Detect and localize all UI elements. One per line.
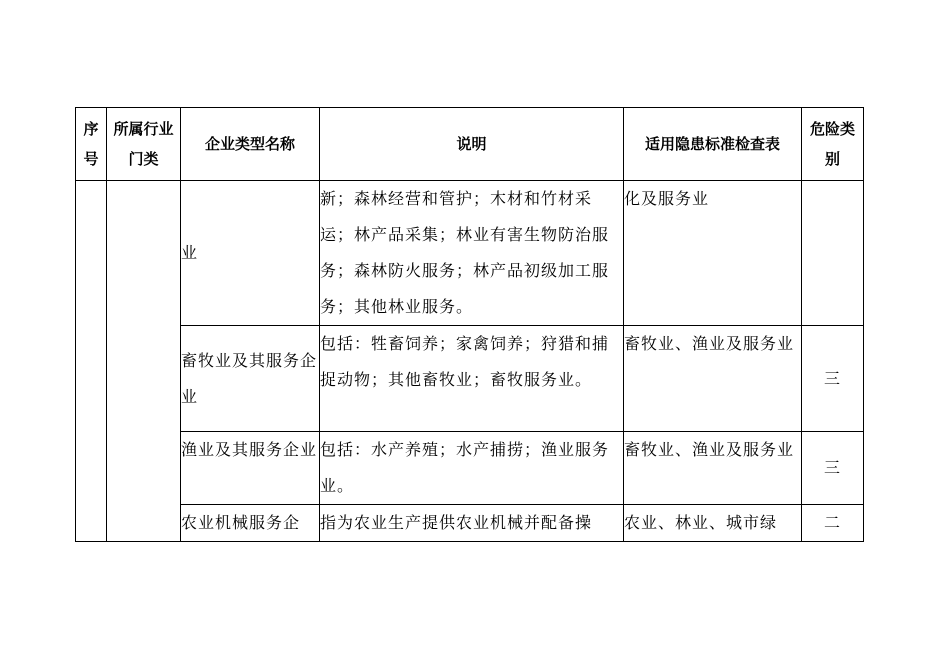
checklist-cell: 化及服务业: [624, 181, 802, 326]
header-enterprise-type: 企业类型名称: [181, 108, 320, 181]
table-row: [76, 505, 864, 542]
enterprise-type-cell: 业: [181, 181, 320, 326]
table-row: [76, 181, 864, 326]
enterprise-type-cell: 渔业及其服务企业: [181, 432, 320, 505]
header-checklist: 适用隐患标准检查表: [624, 108, 802, 181]
risk-class-cell: 三: [802, 432, 864, 505]
risk-class-cell: [802, 181, 864, 326]
description-cell: 指为农业生产提供农业机械并配备操: [320, 505, 624, 542]
description-cell: 新；森林经营和管护；木材和竹材采运；林产品采集；林业有害生物防治服务；森林防火服务；林产品初级加工服务；其他林业服务。: [320, 181, 624, 326]
checklist-cell: 畜牧业、渔业及服务业: [624, 326, 802, 432]
header-risk-class: 危险类别: [802, 108, 864, 181]
checklist-cell: 畜牧业、渔业及服务业: [624, 432, 802, 505]
table-row: [76, 432, 864, 505]
seq-cell: [76, 181, 107, 542]
description-cell: 包括：牲畜饲养；家禽饲养；狩猎和捕捉动物；其他畜牧业；畜牧服务业。: [320, 326, 624, 432]
industry-classification-table: [75, 107, 864, 542]
checklist-cell: 农业、林业、城市绿: [624, 505, 802, 542]
industry-cell: [107, 181, 181, 542]
description-cell: 包括：水产养殖；水产捕捞；渔业服务业。: [320, 432, 624, 505]
table-row: [76, 326, 864, 432]
header-seq: 序号: [76, 108, 107, 181]
header-description: 说明: [320, 108, 624, 181]
risk-class-cell: 二: [802, 505, 864, 542]
enterprise-type-cell: 农业机械服务企: [181, 505, 320, 542]
enterprise-type-cell: 畜牧业及其服务企业: [181, 326, 320, 432]
header-industry: 所属行业门类: [107, 108, 181, 181]
table-header-row: [76, 108, 864, 181]
risk-class-cell: 三: [802, 326, 864, 432]
